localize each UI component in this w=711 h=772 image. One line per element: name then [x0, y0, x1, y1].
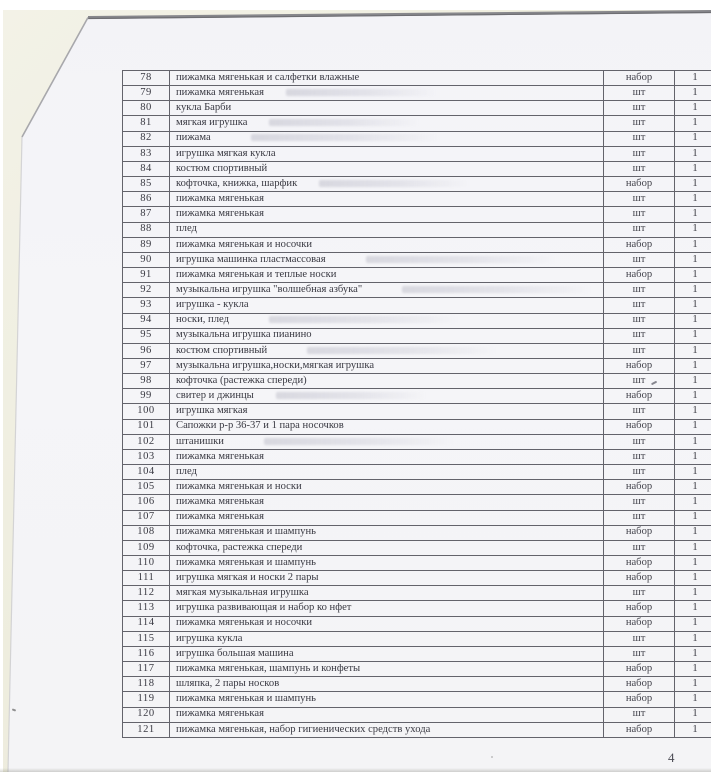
description-cell: свитер и джинцы	[170, 389, 604, 404]
bleed-through-smudge	[307, 347, 497, 354]
table-row	[123, 283, 711, 298]
table-row	[123, 692, 711, 707]
quantity-cell: 1	[675, 616, 711, 631]
description-cell: игрушка мягкая кукла	[170, 146, 604, 161]
unit-cell: шт	[604, 434, 675, 449]
row-number-cell: 81	[123, 116, 170, 131]
description-cell: пижамка мягенькая	[170, 449, 604, 464]
quantity-cell: 1	[675, 586, 711, 601]
description-cell: игрушка мягкая и носки 2 пары	[170, 571, 604, 586]
table-row	[123, 631, 711, 646]
row-number-cell: 98	[123, 374, 170, 389]
unit-cell: шт	[604, 192, 675, 207]
bleed-through-smudge	[264, 438, 454, 445]
row-number-cell: 112	[123, 586, 170, 601]
unit-cell: шт	[604, 374, 675, 389]
table-row	[123, 343, 711, 358]
unit-cell: шт	[604, 101, 675, 116]
description-cell: пижамка мягенькая и шампунь	[170, 525, 604, 540]
unit-cell: шт	[604, 404, 675, 419]
table-row	[123, 131, 711, 146]
bleed-through-smudge	[319, 180, 469, 187]
row-number-cell: 78	[123, 71, 170, 86]
table-row	[123, 495, 711, 510]
row-number-cell: 113	[123, 601, 170, 616]
description-cell: костюм спортивный	[170, 343, 604, 358]
quantity-cell: 1	[675, 146, 711, 161]
description-cell: пижамка мягенькая	[170, 192, 604, 207]
unit-cell: набор	[604, 268, 675, 283]
quantity-cell: 1	[675, 237, 711, 252]
row-number-cell: 93	[123, 298, 170, 313]
description-cell: пижамка мягенькая и носочки	[170, 237, 604, 252]
description-cell: пижамка мягенькая и носочки	[170, 616, 604, 631]
unit-cell: шт	[604, 465, 675, 480]
description-cell: музыкальна игрушка "волшебная азбука"	[170, 283, 604, 298]
quantity-cell: 1	[675, 631, 711, 646]
row-number-cell: 117	[123, 662, 170, 677]
unit-cell: шт	[604, 146, 675, 161]
scan-bottom-shadow	[0, 768, 711, 772]
row-number-cell: 97	[123, 358, 170, 373]
quantity-cell: 1	[675, 601, 711, 616]
description-cell: пижамка мягенькая, набор гигиенических средств ухода	[170, 722, 604, 737]
description-cell: носки, плед	[170, 313, 604, 328]
table-row	[123, 646, 711, 661]
description-cell: игрушка развивающая и набор ко нфет	[170, 601, 604, 616]
row-number-cell: 121	[123, 722, 170, 737]
table-row	[123, 677, 711, 692]
quantity-cell: 1	[675, 495, 711, 510]
table-row	[123, 313, 711, 328]
unit-cell: шт	[604, 86, 675, 101]
row-number-cell: 108	[123, 525, 170, 540]
table-row	[123, 662, 711, 677]
table-row	[123, 207, 711, 222]
unit-cell: шт	[604, 161, 675, 176]
description-cell: пижамка мягенькая, шампунь и конфеты	[170, 662, 604, 677]
row-number-cell: 100	[123, 404, 170, 419]
description-cell: пижамка мягенькая	[170, 495, 604, 510]
quantity-cell: 1	[675, 177, 711, 192]
quantity-cell: 1	[675, 298, 711, 313]
quantity-cell: 1	[675, 101, 711, 116]
row-number-cell: 115	[123, 631, 170, 646]
unit-cell: набор	[604, 389, 675, 404]
unit-cell: шт	[604, 328, 675, 343]
description-cell: игрушка кукла	[170, 631, 604, 646]
unit-cell: набор	[604, 358, 675, 373]
row-number-cell: 118	[123, 677, 170, 692]
unit-cell: набор	[604, 662, 675, 677]
table-row	[123, 540, 711, 555]
description-cell: игрушка большая машина	[170, 646, 604, 661]
unit-cell: шт	[604, 131, 675, 146]
row-number-cell: 79	[123, 86, 170, 101]
description-cell: шляпка, 2 пары носков	[170, 677, 604, 692]
unit-cell: набор	[604, 525, 675, 540]
unit-cell: набор	[604, 601, 675, 616]
table-row	[123, 237, 711, 252]
row-number-cell: 107	[123, 510, 170, 525]
description-cell: пижамка мягенькая	[170, 207, 604, 222]
quantity-cell: 1	[675, 510, 711, 525]
row-number-cell: 105	[123, 480, 170, 495]
unit-cell: набор	[604, 71, 675, 86]
description-cell: пижамка мягенькая	[170, 510, 604, 525]
unit-cell: шт	[604, 495, 675, 510]
row-number-cell: 110	[123, 556, 170, 571]
page-number: 4	[668, 750, 675, 765]
quantity-cell: 1	[675, 646, 711, 661]
quantity-cell: 1	[675, 313, 711, 328]
unit-cell: шт	[604, 207, 675, 222]
row-number-cell: 94	[123, 313, 170, 328]
table-row	[123, 71, 711, 86]
description-cell: Сапожки р-р 36-37 и 1 пара носочков	[170, 419, 604, 434]
description-cell: пижамка мягенькая и носки	[170, 480, 604, 495]
description-cell: кофточка, растежка спереди	[170, 540, 604, 555]
unit-cell: шт	[604, 449, 675, 464]
table-row	[123, 374, 711, 389]
row-number-cell: 88	[123, 222, 170, 237]
row-number-cell: 111	[123, 571, 170, 586]
row-number-cell: 90	[123, 252, 170, 267]
table-row	[123, 616, 711, 631]
table-row	[123, 419, 711, 434]
description-cell: музыкальна игрушка пианино	[170, 328, 604, 343]
table-row	[123, 556, 711, 571]
unit-cell: набор	[604, 677, 675, 692]
table-row	[123, 328, 711, 343]
description-cell: музыкальна игрушка,носки,мягкая игрушка	[170, 358, 604, 373]
unit-cell: набор	[604, 480, 675, 495]
row-number-cell: 91	[123, 268, 170, 283]
quantity-cell: 1	[675, 328, 711, 343]
quantity-cell: 1	[675, 707, 711, 722]
table-row	[123, 449, 711, 464]
description-cell: пижамка мягенькая и шампунь	[170, 556, 604, 571]
unit-cell: шт	[604, 540, 675, 555]
bleed-through-smudge	[276, 392, 426, 399]
unit-cell: шт	[604, 510, 675, 525]
table-row	[123, 434, 711, 449]
quantity-cell: 1	[675, 389, 711, 404]
quantity-cell: 1	[675, 207, 711, 222]
description-cell: штанишки	[170, 434, 604, 449]
table-row	[123, 177, 711, 192]
quantity-cell: 1	[675, 268, 711, 283]
quantity-cell: 1	[675, 374, 711, 389]
description-cell: пижамка мягенькая и шампунь	[170, 692, 604, 707]
table-row	[123, 298, 711, 313]
description-cell: кукла Барби	[170, 101, 604, 116]
quantity-cell: 1	[675, 434, 711, 449]
description-cell: плед	[170, 222, 604, 237]
quantity-cell: 1	[675, 419, 711, 434]
unit-cell: шт	[604, 343, 675, 358]
unit-cell: шт	[604, 631, 675, 646]
unit-cell: шт	[604, 298, 675, 313]
row-number-cell: 92	[123, 283, 170, 298]
unit-cell: шт	[604, 586, 675, 601]
row-number-cell: 80	[123, 101, 170, 116]
quantity-cell: 1	[675, 71, 711, 86]
row-number-cell: 103	[123, 449, 170, 464]
description-cell: костюм спортивный	[170, 161, 604, 176]
table-row	[123, 268, 711, 283]
quantity-cell: 1	[675, 283, 711, 298]
table-row	[123, 252, 711, 267]
inventory-table-body	[123, 71, 711, 738]
table-row	[123, 389, 711, 404]
row-number-cell: 106	[123, 495, 170, 510]
quantity-cell: 1	[675, 131, 711, 146]
table-row	[123, 722, 711, 737]
row-number-cell: 120	[123, 707, 170, 722]
quantity-cell: 1	[675, 465, 711, 480]
quantity-cell: 1	[675, 677, 711, 692]
row-number-cell: 96	[123, 343, 170, 358]
description-cell: игрушка мягкая	[170, 404, 604, 419]
description-cell: пижамка мягенькая	[170, 707, 604, 722]
description-cell: пижамка мягенькая и теплые носки	[170, 268, 604, 283]
unit-cell: шт	[604, 252, 675, 267]
unit-cell: шт	[604, 646, 675, 661]
description-cell: кофточка, книжка, шарфик	[170, 177, 604, 192]
bleed-through-smudge	[269, 119, 419, 126]
unit-cell: набор	[604, 419, 675, 434]
row-number-cell: 84	[123, 161, 170, 176]
table-row	[123, 586, 711, 601]
table-row	[123, 222, 711, 237]
unit-cell: набор	[604, 616, 675, 631]
unit-cell: шт	[604, 116, 675, 131]
unit-cell: шт	[604, 707, 675, 722]
description-cell: плед	[170, 465, 604, 480]
table-row	[123, 571, 711, 586]
table-row	[123, 358, 711, 373]
unit-cell: шт	[604, 222, 675, 237]
table-row	[123, 510, 711, 525]
bleed-through-smudge	[402, 286, 592, 293]
row-number-cell: 116	[123, 646, 170, 661]
quantity-cell: 1	[675, 480, 711, 495]
row-number-cell: 99	[123, 389, 170, 404]
quantity-cell: 1	[675, 525, 711, 540]
inventory-table	[122, 70, 711, 738]
quantity-cell: 1	[675, 556, 711, 571]
row-number-cell: 95	[123, 328, 170, 343]
description-cell: пижама	[170, 131, 604, 146]
table-row	[123, 101, 711, 116]
quantity-cell: 1	[675, 116, 711, 131]
unit-cell: шт	[604, 283, 675, 298]
quantity-cell: 1	[675, 540, 711, 555]
bleed-through-smudge	[286, 89, 436, 96]
quantity-cell: 1	[675, 343, 711, 358]
row-number-cell: 109	[123, 540, 170, 555]
description-cell: пижамка мягенькая	[170, 86, 604, 101]
row-number-cell: 114	[123, 616, 170, 631]
quantity-cell: 1	[675, 358, 711, 373]
description-cell: игрушка - кукла	[170, 298, 604, 313]
unit-cell: шт	[604, 313, 675, 328]
quantity-cell: 1	[675, 222, 711, 237]
description-cell: мягкая музыкальная игрушка	[170, 586, 604, 601]
unit-cell: набор	[604, 571, 675, 586]
table-row	[123, 707, 711, 722]
quantity-cell: 1	[675, 449, 711, 464]
table-row	[123, 465, 711, 480]
description-cell: пижамка мягенькая и салфетки влажные	[170, 71, 604, 86]
bleed-through-smudge	[366, 256, 556, 263]
row-number-cell: 87	[123, 207, 170, 222]
table-row	[123, 116, 711, 131]
quantity-cell: 1	[675, 692, 711, 707]
row-number-cell: 119	[123, 692, 170, 707]
table-row	[123, 146, 711, 161]
quantity-cell: 1	[675, 404, 711, 419]
table-row	[123, 161, 711, 176]
table-row	[123, 86, 711, 101]
quantity-cell: 1	[675, 192, 711, 207]
unit-cell: набор	[604, 237, 675, 252]
row-number-cell: 104	[123, 465, 170, 480]
description-cell: мягкая игрушка	[170, 116, 604, 131]
row-number-cell: 89	[123, 237, 170, 252]
row-number-cell: 85	[123, 177, 170, 192]
row-number-cell: 102	[123, 434, 170, 449]
quantity-cell: 1	[675, 161, 711, 176]
quantity-cell: 1	[675, 86, 711, 101]
unit-cell: набор	[604, 556, 675, 571]
unit-cell: набор	[604, 722, 675, 737]
description-cell: игрушка машинка пластмассовая	[170, 252, 604, 267]
quantity-cell: 1	[675, 252, 711, 267]
row-number-cell: 101	[123, 419, 170, 434]
row-number-cell: 86	[123, 192, 170, 207]
scan-speck	[491, 756, 493, 758]
table-row	[123, 404, 711, 419]
description-cell: кофточка (растежка спереди)	[170, 374, 604, 389]
row-number-cell: 83	[123, 146, 170, 161]
quantity-cell: 1	[675, 722, 711, 737]
quantity-cell: 1	[675, 662, 711, 677]
quantity-cell: 1	[675, 571, 711, 586]
unit-cell: набор	[604, 692, 675, 707]
table-row	[123, 192, 711, 207]
row-number-cell: 82	[123, 131, 170, 146]
bleed-through-smudge	[269, 316, 459, 323]
unit-cell: набор	[604, 177, 675, 192]
table-row	[123, 601, 711, 616]
table-row	[123, 525, 711, 540]
table-row	[123, 480, 711, 495]
bleed-through-smudge	[251, 134, 441, 141]
